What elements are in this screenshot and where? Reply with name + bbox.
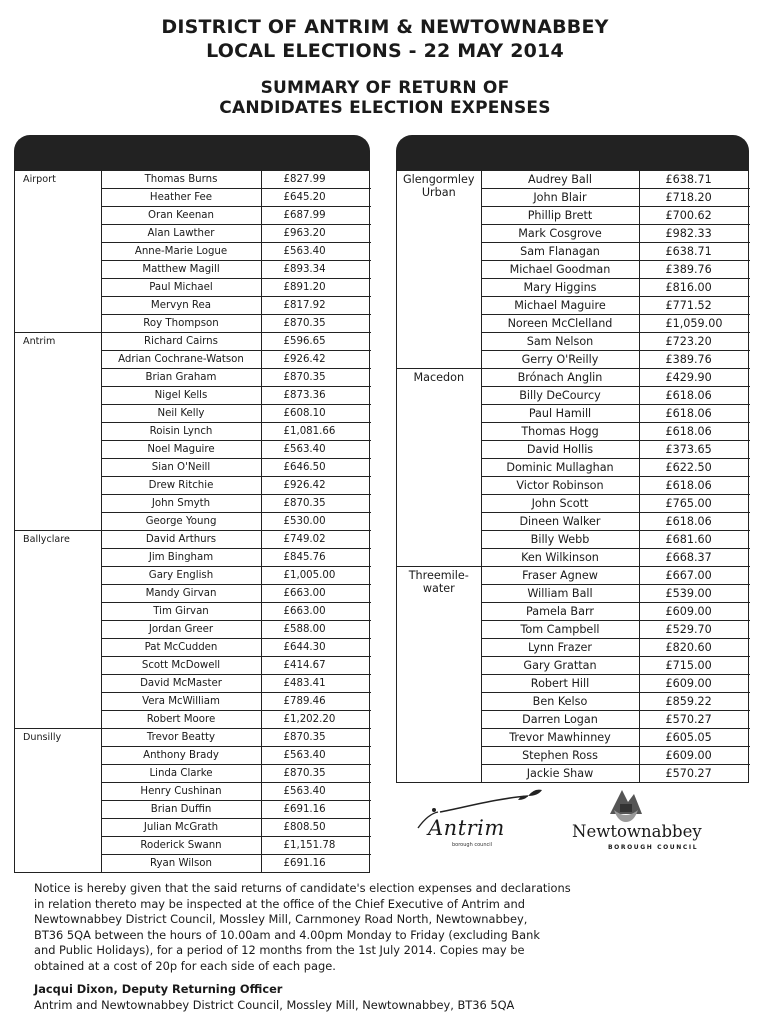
table-row <box>15 333 371 351</box>
candidate-name: Heather Fee <box>101 189 261 207</box>
newtownabbey-crest-icon <box>570 786 745 826</box>
table-row <box>15 729 371 747</box>
candidate-name: Ryan Wilson <box>101 855 261 873</box>
expense-amount: £646.50 <box>261 459 371 477</box>
notice-line: BT36 5QA between the hours of 10.00am and 4.00pm Monday to Friday (excluding Bank <box>34 927 540 942</box>
ward-name: Airport <box>15 171 101 333</box>
expense-amount: £681.60 <box>639 531 750 549</box>
expense-amount: £816.00 <box>639 279 750 297</box>
expense-amount: £644.30 <box>261 639 371 657</box>
expense-amount: £1,081.66 <box>261 423 371 441</box>
antrim-wordmark: Antrim <box>428 816 505 840</box>
expense-amount: £859.22 <box>639 693 750 711</box>
candidate-name: Richard Cairns <box>101 333 261 351</box>
candidate-name: Paul Michael <box>101 279 261 297</box>
expense-amount: £563.40 <box>261 441 371 459</box>
expense-amount: £563.40 <box>261 783 371 801</box>
antrim-logo <box>400 786 560 856</box>
candidate-name: Dominic Mullaghan <box>481 459 639 477</box>
candidate-name: Trevor Mawhinney <box>481 729 639 747</box>
ward-name: Ballyclare <box>15 531 101 729</box>
ward-name: Antrim <box>15 333 101 531</box>
candidate-name: Phillip Brett <box>481 207 639 225</box>
expense-amount: £663.00 <box>261 585 371 603</box>
expense-amount: £609.00 <box>639 603 750 621</box>
candidate-name: Adrian Cochrane-Watson <box>101 351 261 369</box>
candidate-name: Drew Ritchie <box>101 477 261 495</box>
table-header-bar <box>396 135 749 171</box>
expense-amount: £873.36 <box>261 387 371 405</box>
candidate-name: John Smyth <box>101 495 261 513</box>
candidate-name: Trevor Beatty <box>101 729 261 747</box>
candidate-name: Sam Flanagan <box>481 243 639 261</box>
candidate-name: Pat McCudden <box>101 639 261 657</box>
candidate-name: Ben Kelso <box>481 693 639 711</box>
candidate-name: Scott McDowell <box>101 657 261 675</box>
expense-amount: £588.00 <box>261 621 371 639</box>
council-logos <box>400 786 750 856</box>
expense-amount: £638.71 <box>639 243 750 261</box>
candidate-name: Alan Lawther <box>101 225 261 243</box>
candidate-name: Robert Hill <box>481 675 639 693</box>
expense-amount: £530.00 <box>261 513 371 531</box>
expense-amount: £483.41 <box>261 675 371 693</box>
expense-amount: £870.35 <box>261 315 371 333</box>
table-row <box>397 171 750 189</box>
expense-amount: £870.35 <box>261 495 371 513</box>
expense-amount: £414.67 <box>261 657 371 675</box>
notice-line: and Public Holidays), for a period of 12 months from the 1st July 2014. Copies may be <box>34 943 525 958</box>
expense-amount: £570.27 <box>639 711 750 729</box>
table-row <box>397 369 750 387</box>
candidate-name: Jordan Greer <box>101 621 261 639</box>
expense-amount: £563.40 <box>261 243 371 261</box>
expense-amount: £529.70 <box>639 621 750 639</box>
council-address: Antrim and Newtownabbey District Council, Mossley Mill, Newtownabbey, BT36 5QA <box>34 998 515 1012</box>
newtownabbey-wordmark: Newtownabbey <box>572 822 702 841</box>
candidate-name: Thomas Hogg <box>481 423 639 441</box>
expense-amount: £817.92 <box>261 297 371 315</box>
antrim-subtitle: borough council <box>452 842 493 848</box>
expense-amount: £609.00 <box>639 675 750 693</box>
signatory: Jacqui Dixon, Deputy Returning Officer <box>34 982 283 996</box>
expense-amount: £663.00 <box>261 603 371 621</box>
expense-amount: £596.65 <box>261 333 371 351</box>
expense-amount: £668.37 <box>639 549 750 567</box>
notice-line: Notice is hereby given that the said returns of candidate's election expenses and declarations <box>34 881 571 895</box>
left-expenses-table <box>14 171 370 873</box>
expense-amount: £618.06 <box>639 387 750 405</box>
page-subtitle-line2: CANDIDATES ELECTION EXPENSES <box>219 98 551 118</box>
expense-amount: £891.20 <box>261 279 371 297</box>
expense-amount: £1,202.20 <box>261 711 371 729</box>
expense-amount: £749.02 <box>261 531 371 549</box>
expense-amount: £618.06 <box>639 513 750 531</box>
expense-amount: £389.76 <box>639 351 750 369</box>
candidate-name: Mary Higgins <box>481 279 639 297</box>
candidate-name: Dineen Walker <box>481 513 639 531</box>
candidate-name: Ken Wilkinson <box>481 549 639 567</box>
candidate-name: Nigel Kells <box>101 387 261 405</box>
expense-amount: £700.62 <box>639 207 750 225</box>
candidate-name: William Ball <box>481 585 639 603</box>
candidate-name: Pamela Barr <box>481 603 639 621</box>
expense-amount: £982.33 <box>639 225 750 243</box>
candidate-name: Brónach Anglin <box>481 369 639 387</box>
expense-amount: £765.00 <box>639 495 750 513</box>
expense-amount: £827.99 <box>261 171 371 189</box>
candidate-name: Tim Girvan <box>101 603 261 621</box>
candidate-name: Lynn Frazer <box>481 639 639 657</box>
candidate-name: Roisin Lynch <box>101 423 261 441</box>
candidate-name: Julian McGrath <box>101 819 261 837</box>
candidate-name: David McMaster <box>101 675 261 693</box>
candidate-name: Roy Thompson <box>101 315 261 333</box>
expense-amount: £1,151.78 <box>261 837 371 855</box>
right-expenses-table <box>396 171 749 783</box>
candidate-name: Stephen Ross <box>481 747 639 765</box>
expense-amount: £718.20 <box>639 189 750 207</box>
expense-amount: £963.20 <box>261 225 371 243</box>
expense-amount: £618.06 <box>639 477 750 495</box>
candidate-name: Vera McWilliam <box>101 693 261 711</box>
ward-name: Macedon <box>397 369 481 567</box>
candidate-name: Robert Moore <box>101 711 261 729</box>
candidate-name: Tom Campbell <box>481 621 639 639</box>
candidate-name: Anthony Brady <box>101 747 261 765</box>
candidate-name: Sam Nelson <box>481 333 639 351</box>
candidate-name: Billy Webb <box>481 531 639 549</box>
expense-amount: £373.65 <box>639 441 750 459</box>
expense-amount: £691.16 <box>261 801 371 819</box>
candidate-name: Thomas Burns <box>101 171 261 189</box>
ward-name: Glengormley Urban <box>397 171 481 369</box>
candidate-name: Gary Grattan <box>481 657 639 675</box>
candidate-name: Fraser Agnew <box>481 567 639 585</box>
candidate-name: John Scott <box>481 495 639 513</box>
candidate-name: David Hollis <box>481 441 639 459</box>
newtownabbey-logo <box>570 786 745 856</box>
expense-amount: £1,005.00 <box>261 567 371 585</box>
ward-name: Dunsilly <box>15 729 101 873</box>
notice-line: Newtownabbey District Council, Mossley Mill, Carnmoney Road North, Newtownabbey, <box>34 912 528 927</box>
candidate-name: Mandy Girvan <box>101 585 261 603</box>
candidate-name: Matthew Magill <box>101 261 261 279</box>
candidate-name: Oran Keenan <box>101 207 261 225</box>
expense-amount: £926.42 <box>261 351 371 369</box>
expense-amount: £870.35 <box>261 729 371 747</box>
expense-amount: £870.35 <box>261 369 371 387</box>
candidate-name: Roderick Swann <box>101 837 261 855</box>
candidate-name: Jackie Shaw <box>481 765 639 783</box>
candidate-name: Noreen McClelland <box>481 315 639 333</box>
expense-amount: £609.00 <box>639 747 750 765</box>
page-title-line2: LOCAL ELECTIONS - 22 MAY 2014 <box>206 40 564 62</box>
expense-amount: £608.10 <box>261 405 371 423</box>
page-subtitle-line1: SUMMARY OF RETURN OF <box>260 78 510 98</box>
expense-amount: £926.42 <box>261 477 371 495</box>
expense-amount: £539.00 <box>639 585 750 603</box>
expense-amount: £429.90 <box>639 369 750 387</box>
candidate-name: Mervyn Rea <box>101 297 261 315</box>
expense-amount: £618.06 <box>639 423 750 441</box>
candidate-name: Neil Kelly <box>101 405 261 423</box>
candidate-name: Paul Hamill <box>481 405 639 423</box>
expense-amount: £563.40 <box>261 747 371 765</box>
candidate-name: Jim Bingham <box>101 549 261 567</box>
expense-amount: £605.05 <box>639 729 750 747</box>
candidate-name: Billy DeCourcy <box>481 387 639 405</box>
ward-name: Threemile-water <box>397 567 481 783</box>
table-header-bar <box>14 135 370 171</box>
candidate-name: Audrey Ball <box>481 171 639 189</box>
candidate-name: Anne-Marie Logue <box>101 243 261 261</box>
candidate-name: Mark Cosgrove <box>481 225 639 243</box>
expense-amount: £687.99 <box>261 207 371 225</box>
candidate-name: Michael Goodman <box>481 261 639 279</box>
expense-amount: £893.34 <box>261 261 371 279</box>
candidate-name: John Blair <box>481 189 639 207</box>
expense-amount: £645.20 <box>261 189 371 207</box>
candidate-name: Linda Clarke <box>101 765 261 783</box>
newtownabbey-subtitle: BOROUGH COUNCIL <box>608 844 699 851</box>
expense-amount: £820.60 <box>639 639 750 657</box>
candidate-name: Henry Cushinan <box>101 783 261 801</box>
candidate-name: Sian O'Neill <box>101 459 261 477</box>
notice-text <box>34 881 734 975</box>
expense-amount: £570.27 <box>665 767 712 780</box>
expense-amount: £667.00 <box>639 567 750 585</box>
expense-amount: £870.35 <box>261 765 371 783</box>
candidate-name: Michael Maguire <box>481 297 639 315</box>
candidate-name: Victor Robinson <box>481 477 639 495</box>
expense-amount: £715.00 <box>639 657 750 675</box>
candidate-name: Brian Graham <box>101 369 261 387</box>
expense-amount: £618.06 <box>639 405 750 423</box>
table-row <box>397 567 750 585</box>
expense-amount: £723.20 <box>639 333 750 351</box>
expense-amount: £691.16 <box>283 858 326 869</box>
candidate-name: David Arthurs <box>101 531 261 549</box>
expense-amount: £638.71 <box>639 171 750 189</box>
expense-amount: £622.50 <box>639 459 750 477</box>
candidate-name: Noel Maguire <box>101 441 261 459</box>
expense-amount: £845.76 <box>261 549 371 567</box>
candidate-name: Brian Duffin <box>101 801 261 819</box>
expense-amount: £808.50 <box>261 819 371 837</box>
notice-line: obtained at a cost of 20p for each side of each page. <box>34 958 336 973</box>
notice-line: in relation thereto may be inspected at the office of the Chief Executive of Antrim and <box>34 896 525 911</box>
expense-amount: £771.52 <box>639 297 750 315</box>
table-row <box>15 171 371 189</box>
page-title-line1: DISTRICT OF ANTRIM & NEWTOWNABBEY <box>161 16 609 38</box>
candidate-name: Gerry O'Reilly <box>481 351 639 369</box>
candidate-name: Gary English <box>101 567 261 585</box>
candidate-name: George Young <box>101 513 261 531</box>
expense-amount: £789.46 <box>261 693 371 711</box>
candidate-name: Darren Logan <box>481 711 639 729</box>
expense-amount: £389.76 <box>639 261 750 279</box>
table-row <box>15 531 371 549</box>
expense-amount: £1,059.00 <box>639 315 750 333</box>
